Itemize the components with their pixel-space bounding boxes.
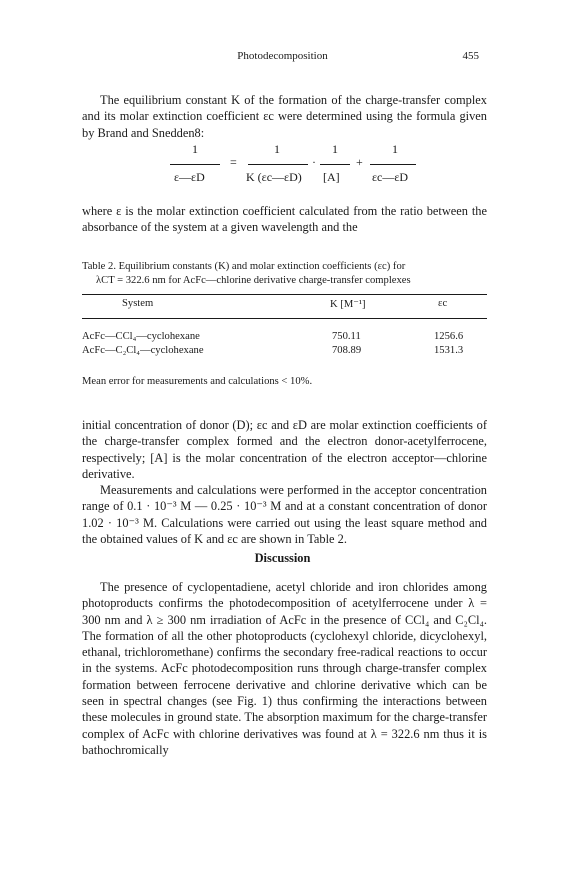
eq-dot: · bbox=[312, 155, 316, 169]
eq-term1-numerator: 1 bbox=[274, 142, 280, 156]
table-header-k: K [M⁻¹] bbox=[330, 299, 366, 310]
eq-lhs-numerator: 1 bbox=[192, 142, 198, 156]
page-number: 455 bbox=[462, 50, 479, 62]
section-heading: Discussion bbox=[254, 551, 311, 565]
table-cell-epsilon: 1256.6 bbox=[434, 331, 464, 342]
eq-term1-denominator: K (εc—εD) bbox=[246, 170, 302, 184]
table-footnote: Mean error for measurements and calculations < 10%. bbox=[82, 376, 313, 387]
equation bbox=[170, 142, 409, 192]
eq-term3-numerator: 1 bbox=[392, 142, 398, 156]
table-rule-mid bbox=[82, 318, 487, 319]
running-title: Photodecomposition bbox=[237, 50, 328, 62]
table-caption-line2: λCT = 322.6 nm for AcFc—chlorine derivative charge-transfer complexes bbox=[96, 275, 411, 286]
paragraph-discussion-block bbox=[82, 579, 487, 758]
eq-fraction-bar bbox=[170, 164, 220, 165]
paragraph-intro: The equilibrium constant K of the formation of the charge-transfer complex and its molar extinction coefficient εc were determined using the formula given by Brand and Snedden8: bbox=[82, 93, 487, 140]
table-cell-k: 750.11 bbox=[332, 331, 361, 342]
paragraph-measurements: Measurements and calculations were performed in the acceptor concentration range of 0.1 · 10⁻³ M — 0.25 · 10⁻³ M and at a constant concentration of donor 1.02 · 10⁻³ M. Calculations were carried out using the least square method and the obtained values of K and εc are shown in Table 2. bbox=[82, 483, 487, 546]
table-cell-epsilon: 1531.3 bbox=[434, 345, 464, 356]
eq-fraction-bar bbox=[370, 164, 416, 165]
table-cell-system: AcFc—CCl₄—cyclohexane bbox=[82, 331, 200, 342]
eq-term3-denominator: εc—εD bbox=[372, 170, 409, 184]
paragraph-measurements-block bbox=[82, 482, 487, 547]
eq-lhs-denominator: ε—εD bbox=[174, 170, 205, 184]
table-cell-system: AcFc—C₂Cl₄—cyclohexane bbox=[82, 345, 204, 356]
table-rule-top bbox=[82, 294, 487, 295]
running-header bbox=[0, 50, 565, 66]
eq-fraction-bar bbox=[320, 164, 350, 165]
eq-equals-sign: = bbox=[230, 155, 237, 169]
eq-term2-numerator: 1 bbox=[332, 142, 338, 156]
table-header-epsilon: εc bbox=[438, 298, 448, 309]
paragraph-discussion: The presence of cyclopentadiene, acetyl chloride and iron chlorides among photoproducts confirms the photodecomposition of acetylferrocene under λ = 300 nm and λ ≥ 300 nm irradiation of AcFc in the presence of CCl₄ and C₂Cl₄. The formation of all the other photoproducts (cyclohexyl chloride, dicyclohexyl, ethanal, trichloromethane) confirms the secondary free-radical reactions to occur in the systems. AcFc photodecomposition runs through charge-transfer complex formation between ferrocene derivative and chlorine derivative which can be seen in spectral changes (see Fig. 1) thus confirming the interactions between these molecules in ground state. The absorption maximum for the charge-transfer complex of AcFc with chlorine derivatives was found at λ = 322.6 nm thus it is bathochromically bbox=[82, 580, 487, 757]
paragraph-concentration-block bbox=[82, 417, 487, 482]
table-caption-line1: Table 2. Equilibrium constants (K) and molar extinction coefficients (εc) for bbox=[82, 261, 406, 272]
eq-term2-denominator: [A] bbox=[323, 170, 340, 184]
paragraph-where-block bbox=[82, 203, 487, 236]
paragraph-concentration: initial concentration of donor (D); εc and εD are molar extinction coefficients of the charge-transfer complex formed and the electron donor-acetylferrocene, respectively; [A] is the molar concentration of the electron acceptor—chlorine derivative. bbox=[82, 418, 487, 481]
eq-plus-sign: + bbox=[356, 155, 363, 169]
eq-fraction-bar bbox=[248, 164, 308, 165]
paragraph-where: where ε is the molar extinction coefficient calculated from the ratio between the absorbance of the system at a given wavelength and the bbox=[82, 204, 487, 235]
paragraph-intro-block bbox=[82, 92, 487, 141]
table-header-system: System bbox=[122, 298, 154, 309]
table-cell-k: 708.89 bbox=[332, 345, 362, 356]
table-caption bbox=[82, 260, 487, 288]
